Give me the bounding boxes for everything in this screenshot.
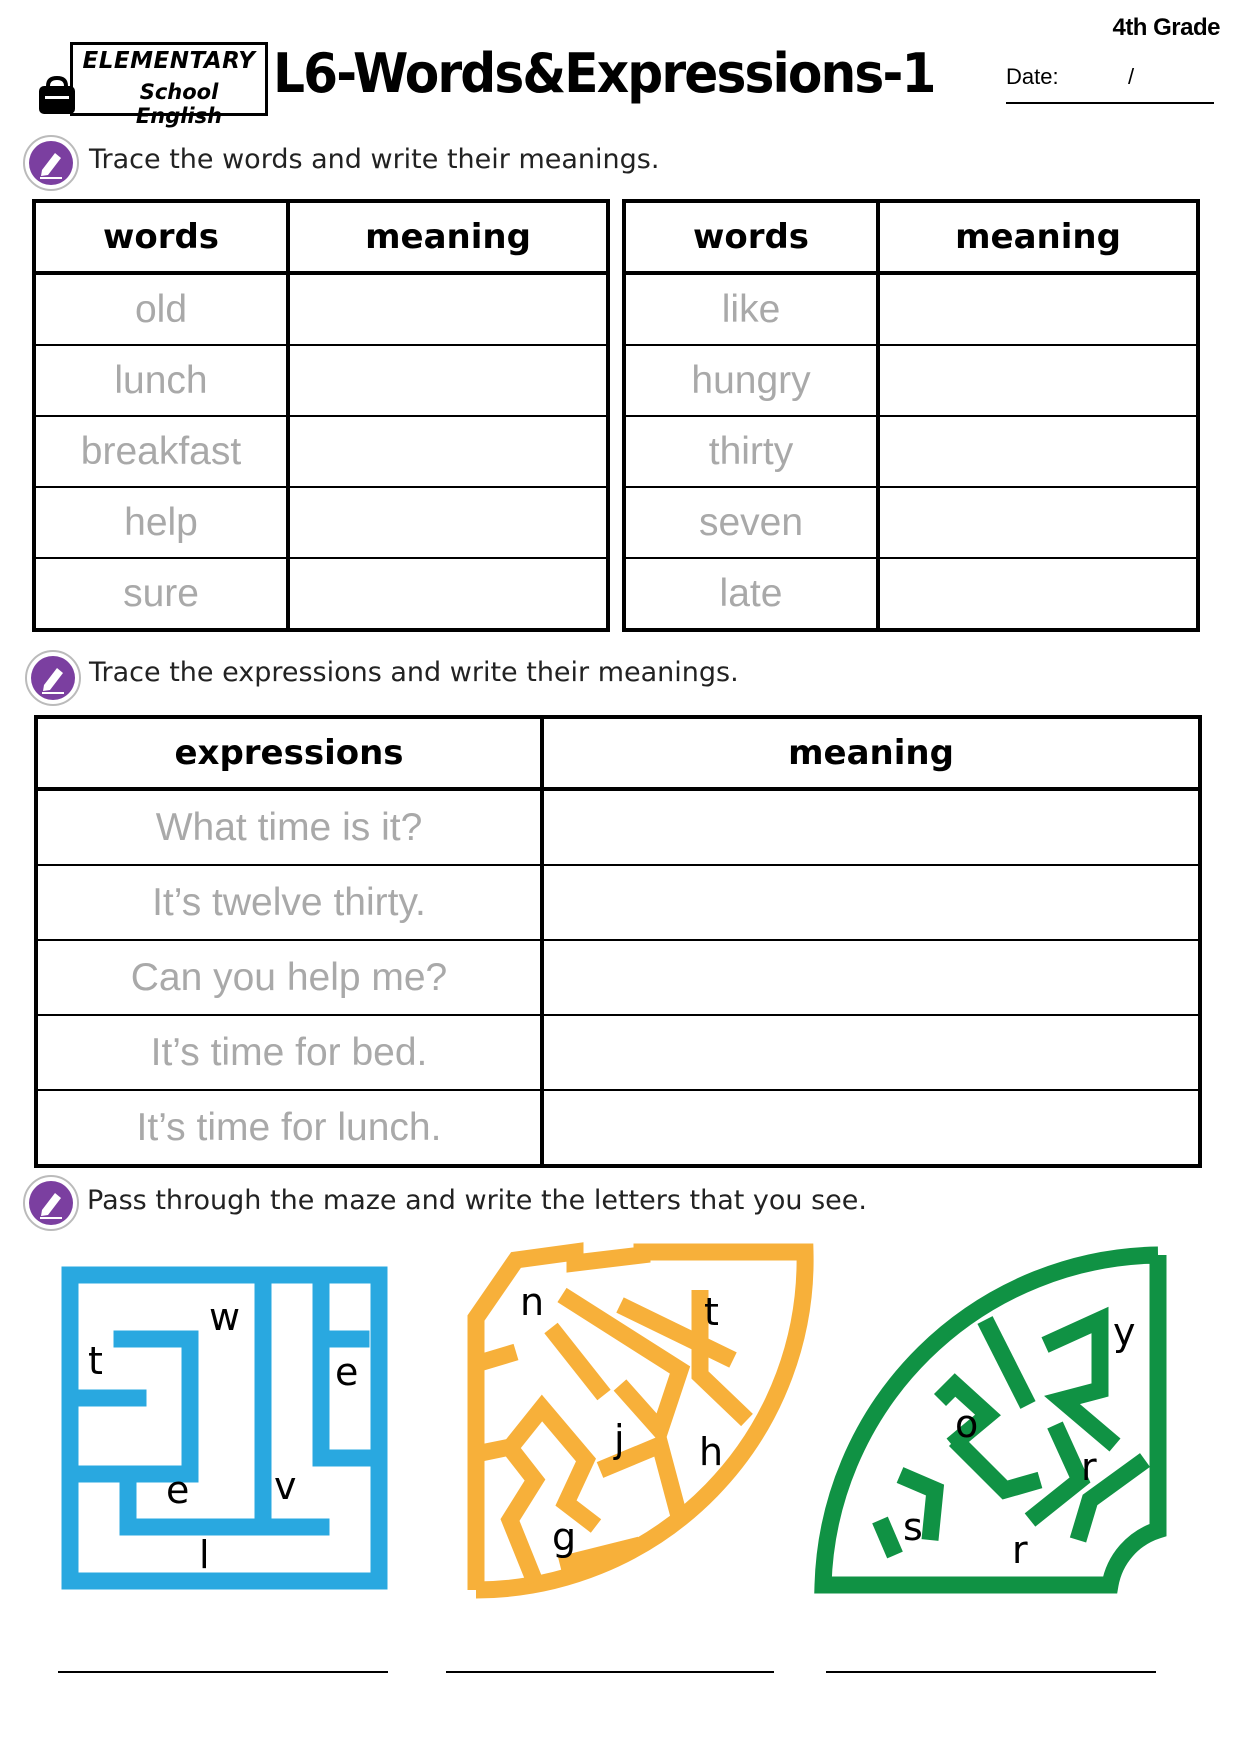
maze-letter: o bbox=[955, 1402, 979, 1446]
trace-word: breakfast bbox=[34, 416, 288, 487]
column-header-meaning: meaning bbox=[878, 201, 1198, 273]
date-label: Date: bbox=[1006, 64, 1059, 89]
trace-word: hungry bbox=[624, 345, 878, 416]
answer-line-2[interactable] bbox=[446, 1671, 774, 1673]
trace-word: sure bbox=[34, 558, 288, 630]
grade-label: 4th Grade bbox=[1112, 14, 1220, 41]
trace-word: late bbox=[624, 558, 878, 630]
trace-expression: It’s time for bed. bbox=[36, 1015, 542, 1090]
date-separator: / bbox=[1128, 64, 1135, 89]
maze-letter: t bbox=[704, 1290, 719, 1334]
maze-letter: n bbox=[520, 1280, 545, 1324]
column-header-words: words bbox=[34, 201, 288, 273]
maze-letter: e bbox=[335, 1350, 359, 1394]
maze-letter: v bbox=[274, 1464, 297, 1508]
trace-word: old bbox=[34, 273, 288, 345]
trace-expression: It’s twelve thirty. bbox=[36, 865, 542, 940]
instruction-words: Trace the words and write their meanings. bbox=[89, 144, 660, 175]
trace-expression: It’s time for lunch. bbox=[36, 1090, 542, 1166]
maze-green[interactable] bbox=[823, 1255, 1158, 1585]
page-title: L6-Words&Expressions-1 bbox=[273, 42, 935, 105]
trace-word: lunch bbox=[34, 345, 288, 416]
maze-letter: r bbox=[1012, 1528, 1028, 1572]
trace-word: help bbox=[34, 487, 288, 558]
column-header-words: words bbox=[624, 201, 878, 273]
maze-letter: r bbox=[1081, 1445, 1097, 1489]
maze-letter: s bbox=[903, 1505, 923, 1549]
answer-line-1[interactable] bbox=[58, 1671, 388, 1673]
column-header-expressions: expressions bbox=[36, 717, 542, 789]
trace-expression: What time is it? bbox=[36, 789, 542, 865]
maze-letter: y bbox=[1113, 1310, 1136, 1354]
maze-letter: h bbox=[699, 1430, 724, 1474]
maze-letter: g bbox=[552, 1515, 577, 1559]
trace-word: thirty bbox=[624, 416, 878, 487]
instruction-maze: Pass through the maze and write the letters that you see. bbox=[87, 1185, 867, 1216]
maze-letter: l bbox=[199, 1533, 210, 1577]
maze-letter: t bbox=[88, 1339, 103, 1383]
maze-letter: e bbox=[166, 1468, 190, 1512]
trace-word: like bbox=[624, 273, 878, 345]
trace-word: seven bbox=[624, 487, 878, 558]
maze-letter: j bbox=[614, 1417, 625, 1461]
column-header-meaning: meaning bbox=[288, 201, 608, 273]
answer-line-3[interactable] bbox=[826, 1671, 1156, 1673]
trace-expression: Can you help me? bbox=[36, 940, 542, 1015]
maze-letter: w bbox=[209, 1295, 241, 1339]
logo-line1: ELEMENTARY bbox=[82, 48, 256, 74]
column-header-meaning: meaning bbox=[542, 717, 1200, 789]
instruction-expressions: Trace the expressions and write their meanings. bbox=[89, 657, 739, 688]
logo-line2: School English bbox=[135, 80, 223, 128]
